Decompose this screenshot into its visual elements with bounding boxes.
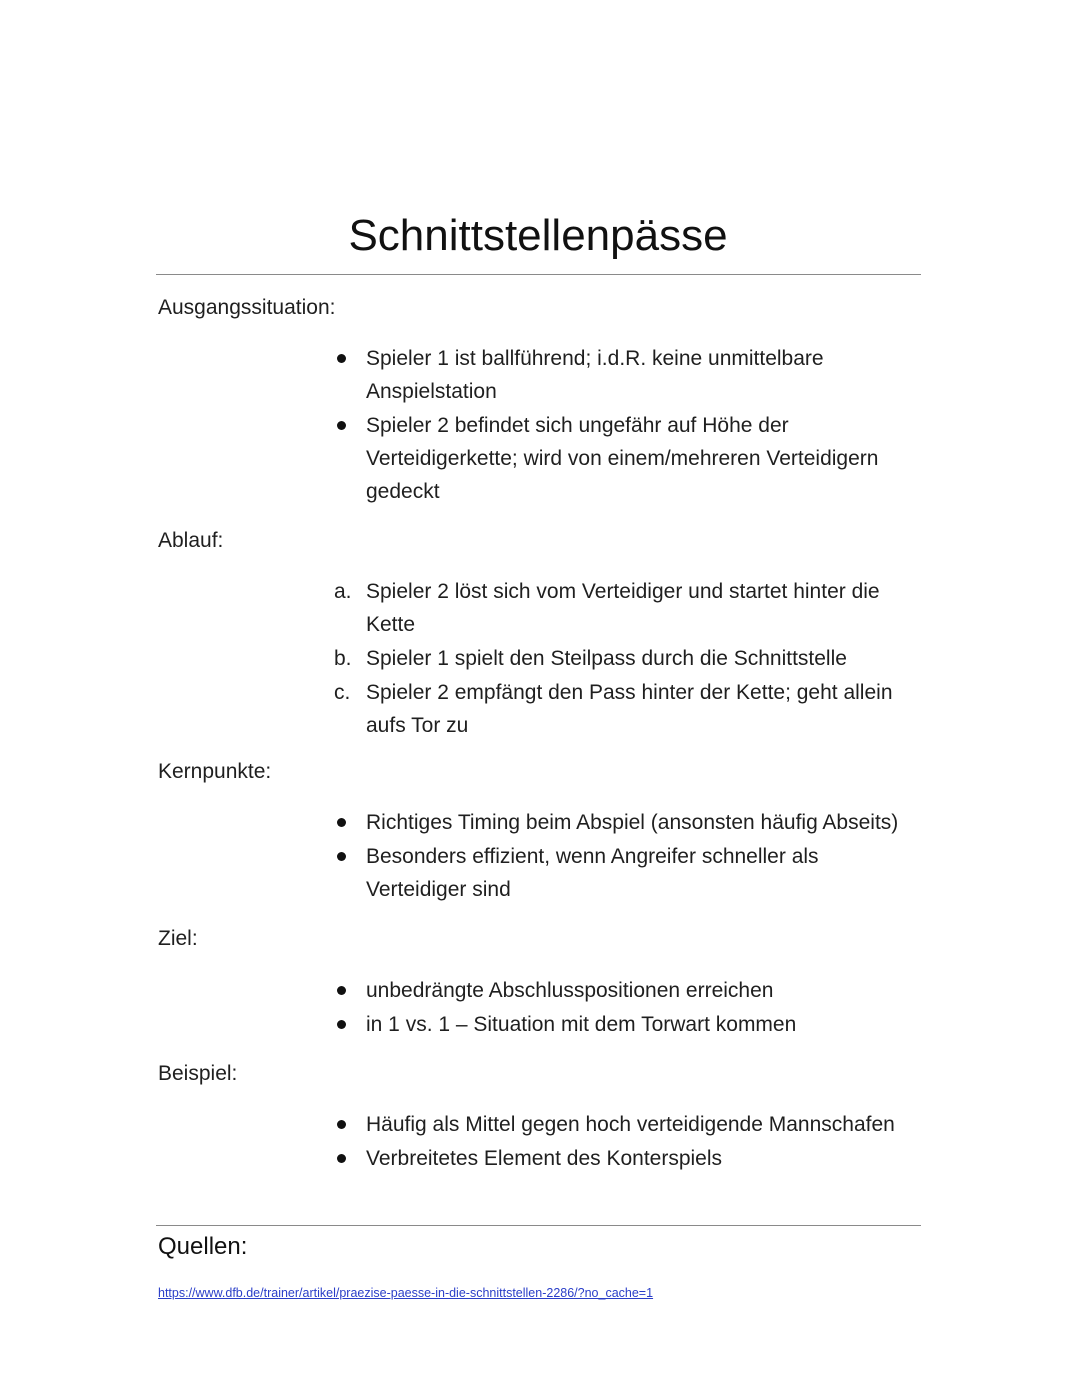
sources-heading: Quellen: bbox=[158, 1233, 248, 1260]
list-item bbox=[332, 1142, 922, 1175]
list-item bbox=[332, 840, 922, 906]
section-label-ablauf: Ablauf: bbox=[158, 529, 224, 552]
list-item bbox=[332, 575, 922, 641]
list-item-text: Besonders effizient, wenn Angreifer schneller als Verteidiger sind bbox=[366, 845, 819, 901]
list-item-text: unbedrängte Abschlusspositionen erreichen bbox=[366, 979, 774, 1002]
kernpunkte-list bbox=[332, 806, 922, 907]
title-divider bbox=[156, 274, 921, 275]
bullet-icon bbox=[337, 1020, 346, 1029]
ablauf-list bbox=[332, 575, 922, 743]
list-marker: b. bbox=[334, 647, 352, 670]
list-item bbox=[332, 676, 922, 742]
list-item bbox=[332, 1008, 922, 1041]
ausgangssituation-list bbox=[332, 342, 922, 509]
list-marker: c. bbox=[334, 681, 351, 704]
ziel-list bbox=[332, 974, 922, 1042]
list-item-text: Häufig als Mittel gegen hoch verteidigende Mannschafen bbox=[366, 1113, 895, 1136]
bullet-icon bbox=[337, 986, 346, 995]
list-item bbox=[332, 642, 922, 675]
list-item-text: in 1 vs. 1 – Situation mit dem Torwart kommen bbox=[366, 1013, 797, 1036]
list-item bbox=[332, 1108, 922, 1141]
list-item-text: Spieler 2 löst sich vom Verteidiger und startet hinter die Kette bbox=[366, 580, 880, 636]
bullet-icon bbox=[337, 354, 346, 363]
sources-divider bbox=[156, 1225, 921, 1226]
list-item-text: Verbreitetes Element des Konterspiels bbox=[366, 1147, 723, 1170]
bullet-icon bbox=[337, 1120, 346, 1129]
list-item bbox=[332, 409, 922, 508]
list-item-text: Richtiges Timing beim Abspiel (ansonsten häufig Abseits) bbox=[366, 811, 899, 834]
beispiel-list bbox=[332, 1108, 922, 1176]
list-item-text: Spieler 2 empfängt den Pass hinter der Kette; geht allein aufs Tor zu bbox=[366, 681, 893, 737]
bullet-icon bbox=[337, 852, 346, 861]
list-item bbox=[332, 974, 922, 1007]
list-item bbox=[332, 806, 922, 839]
list-item-text: Spieler 1 ist ballführend; i.d.R. keine unmittelbare Anspielstation bbox=[366, 347, 824, 403]
list-item-text: Spieler 2 befindet sich ungefähr auf Höhe der Verteidigerkette; wird von einem/mehreren Verteidigern gedeckt bbox=[366, 414, 879, 503]
list-item-text: Spieler 1 spielt den Steilpass durch die Schnittstelle bbox=[366, 647, 847, 670]
source-link[interactable]: https://www.dfb.de/trainer/artikel/praezise-paesse-in-die-schnittstellen-2286/?no_cache=1 bbox=[158, 1286, 654, 1300]
section-label-beispiel: Beispiel: bbox=[158, 1062, 238, 1085]
bullet-icon bbox=[337, 1154, 346, 1163]
section-label-ausgangssituation: Ausgangssituation: bbox=[158, 296, 336, 319]
list-marker: a. bbox=[334, 580, 352, 603]
bullet-icon bbox=[337, 818, 346, 827]
section-label-ziel: Ziel: bbox=[158, 927, 198, 950]
page-title: Schnittstellenpässe bbox=[348, 211, 728, 260]
list-item bbox=[332, 342, 922, 408]
bullet-icon bbox=[337, 421, 346, 430]
section-label-kernpunkte: Kernpunkte: bbox=[158, 760, 272, 783]
